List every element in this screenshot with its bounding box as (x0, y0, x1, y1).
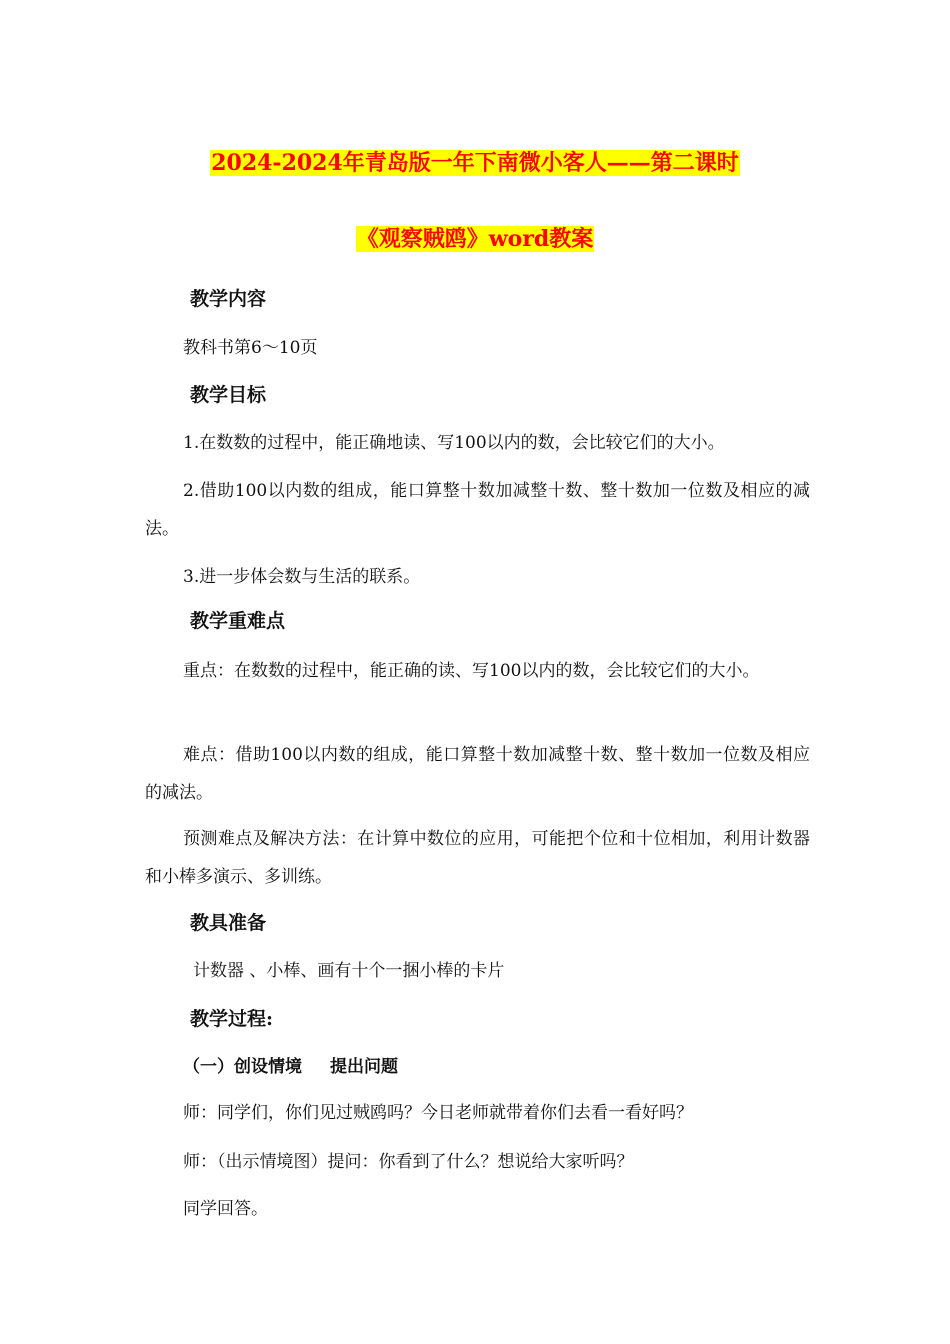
paragraph-tools: 计数器 、小棒、画有十个一捆小棒的卡片 (193, 961, 505, 981)
paragraph-dialog-1: 师：同学们，你们见过贼鸥吗？今日老师就带着你们去看一看好吗？ (183, 1103, 693, 1123)
paragraph-content: 教科书第6～10页 (183, 338, 318, 358)
heading-key-points: 教学重难点 (190, 610, 286, 632)
paragraph-solution: 预测难点及解决方法：在计算中数位的应用，可能把个位和十位相加，利用计数器和小棒多演示、多训练。 (145, 829, 810, 887)
heading-teaching-process: 教学过程: (190, 1008, 274, 1030)
document-title-line-2: 《观察贼鸥》word教案 (356, 226, 594, 252)
step-1-title: （一）创设情境 提出问题 (183, 1057, 398, 1077)
paragraph-difficult-point: 难点：借助100以内数的组成，能口算整十数加减整十数、整十数加一位数及相应的减法。 (145, 745, 810, 803)
paragraph-dialog-3: 同学回答。 (183, 1199, 268, 1219)
heading-teaching-content: 教学内容 (190, 288, 267, 310)
paragraph-goal-3: 3.进一步体会数与生活的联系。 (183, 567, 421, 587)
paragraph-key-point: 重点：在数数的过程中，能正确的读、写100以内的数，会比较它们的大小。 (183, 661, 760, 681)
paragraph-goal-1: 1.在数数的过程中，能正确地读、写100以内的数，会比较它们的大小。 (183, 433, 725, 453)
heading-teaching-goals: 教学目标 (190, 384, 267, 406)
paragraph-dialog-2: 师：（出示情境图）提问：你看到了什么？想说给大家听吗？ (183, 1152, 634, 1172)
heading-teaching-tools: 教具准备 (190, 912, 267, 934)
paragraph-goal-2: 2.借助100以内数的组成，能口算整十数加减整十数、整十数加一位数及相应的减法。 (145, 481, 810, 539)
document-title-line-1: 2024-2024年青岛版一年下南微小客人——第二课时 (211, 150, 739, 176)
